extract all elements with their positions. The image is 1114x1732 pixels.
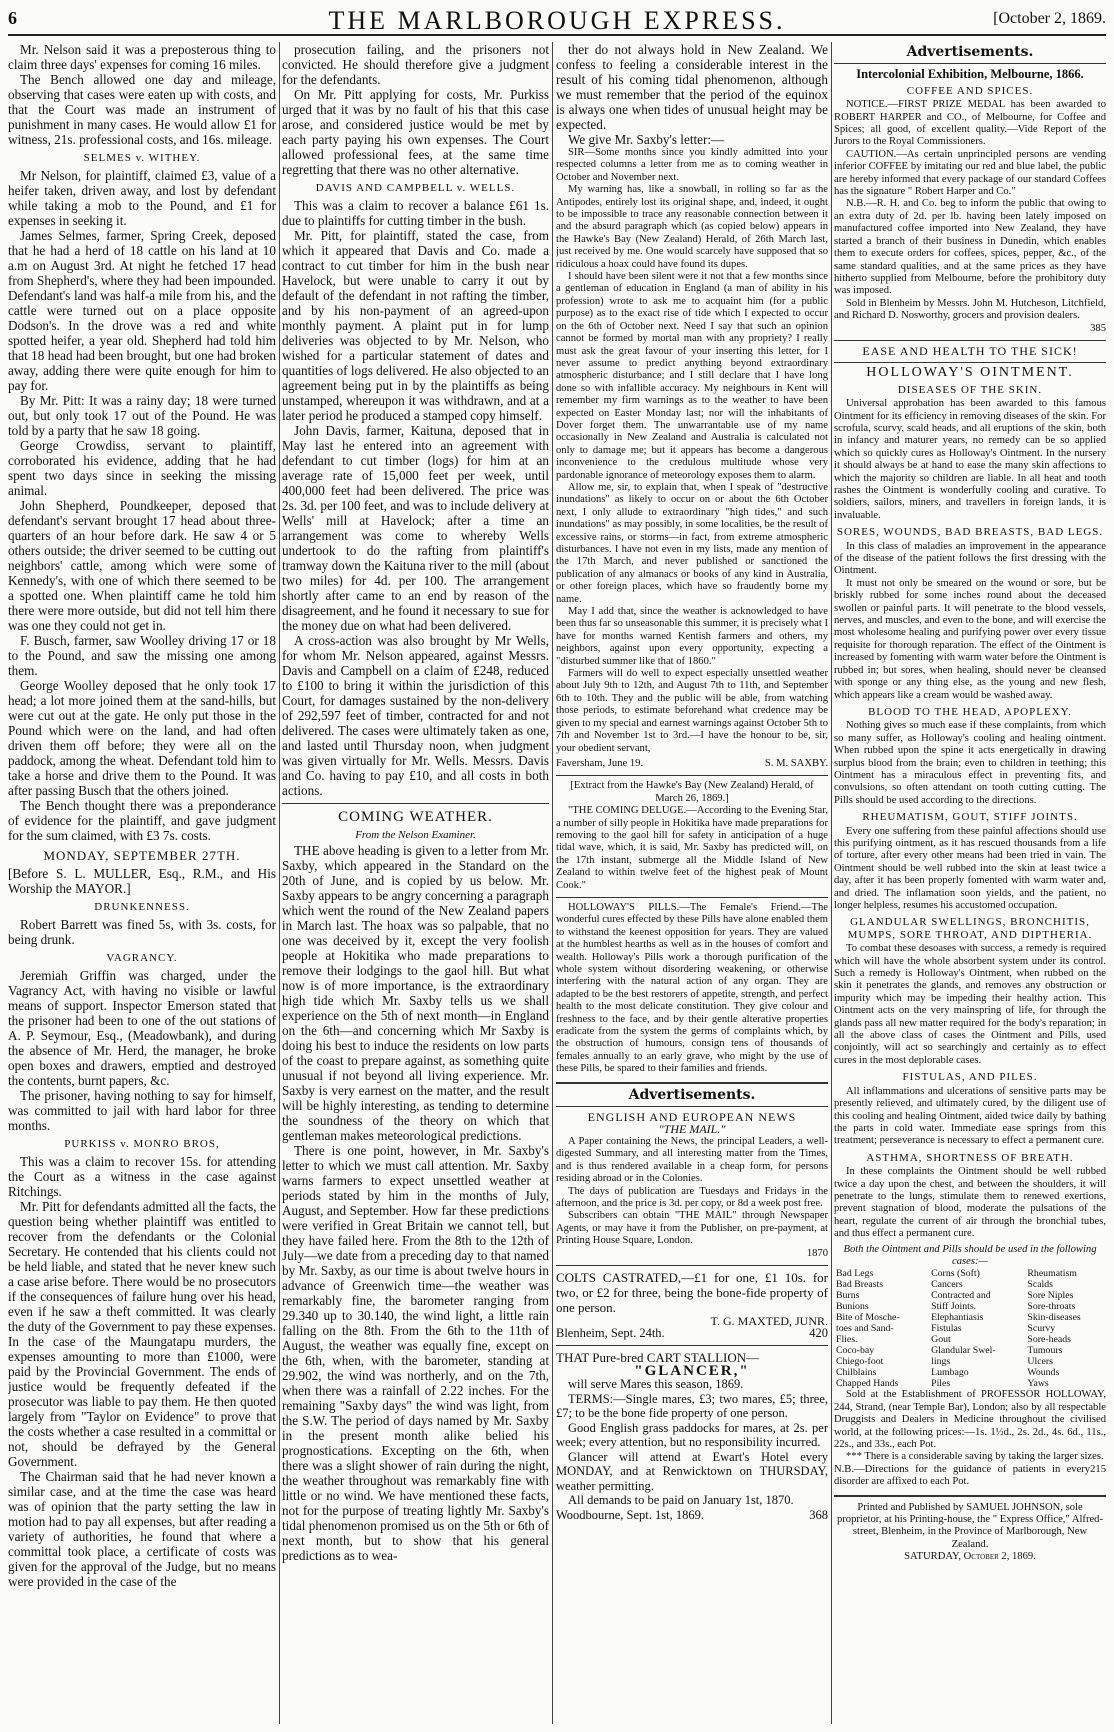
stallion-name: "GLANCER," bbox=[634, 1362, 750, 1379]
paragraph: There is one point, however, in Mr. Saxby's letter to which we must call attention. Mr. Saxby warns farmers to expect unsettled weather at periods stated by him in the months of July, August, and September. How far these predictions were verified in Great Britain we cannot tell, but they have failed here. From the 8th to the 12th of July—we date from a preceding day to that named by Mr. Saxby, as our time is about twelve hours in advance of Greenwich time—the weather was remarkably fine, the barometer ranging from 29.340 up to 30.140, the wind light, a little rain falling on the 8th. From the 6th to the 11th of August, the weather was equally fine, except on the 6th, when, with the barometer, standing at 29.902, the wind was northerly, and on the 7th, when there was a rainfall of 2.22 inches. For the remaining "Saxby days" the wind was light, from the S.W. The period of days named by Mr. Saxby in the present month alike belied his prognostications. Excepting on the 6th, when there was a slight shower of rain during the night, the weather throughout was remarkably fine with little or no wind. We have mentioned these facts, not for the purpose of treating lightly Mr. Saxby's tidal phenomenon promised us on the 5th or 6th of next month, but to show that his general predictions as to wea- bbox=[282, 1143, 549, 1563]
ailment-cell: Skin-diseases bbox=[1027, 1312, 1081, 1324]
ailment-cell: Chiego-foot bbox=[836, 1356, 884, 1368]
paragraph: To combat these desoases with success, a remedy is required which will have the whole absorbent system under its control. Such a remedy is Holloway's Ointment, when rubbed on the skin it penetrates the glands, and removes any obstruction or impurity which may be impeding their healthy action. This Ointment acts on the very mainspring of life, for through the glands pass all new matter required for the body's reparation; in all the above class of cases the Ointment and Pills, used conjointly, will act so searchingly and certainly as to effect cures in the most deplorable cases. bbox=[834, 943, 1106, 1066]
ailment-cell: Coco-bay bbox=[836, 1345, 875, 1357]
paragraph: This was a claim to recover a balance £61 1s. due to plaintiffs for cutting timber in the bush. bbox=[282, 198, 549, 228]
letter-paragraph: Allow me, sir, to explain that, when I speak of "destructive inundations" as likely to occur on or about the 6th October next, I only allude to extraordinary "high tides," and such inundations" as may possibly, in some localities, be the result of excessive rains, or storms—in fact, from extreme atmospheric disturbances. I have not even in my lists, made any mention of the 17th March, and never published or sanctioned the publication of any almanacs or books of any kind in Australia, or other foreign places, which have so fraudently borne my name. bbox=[556, 481, 828, 605]
paragraph: N.B.—R. H. and Co. beg to inform the public that owing to an extra duty of 2d. per lb. having been lately imposed on manufactured coffee imported into New Zealand, they have started a branch of their business in Dunedin, which enables them to execute orders for coffees, spices, pepper, &c., of the same standard qualities, and at the same prices as they have hitherto supplied from Melbourne, before the prohibitory duty was imposed. bbox=[834, 198, 1106, 297]
ailment-cell: Bite of Mosche- bbox=[836, 1312, 900, 1324]
divider bbox=[834, 63, 1106, 64]
paragraph: The Bench allowed one day and mileage, observing that cases were eaten up with costs, and that the Court was made an instrument of punishment in many cases. He would allow £1 for witness, 21s. professional costs, and 16s. mileage. bbox=[8, 72, 276, 147]
ailment-cell: Glandular Swel- bbox=[931, 1345, 996, 1357]
ailments-table bbox=[834, 1268, 1106, 1389]
advertisements-heading: Advertisements. bbox=[906, 44, 1034, 60]
column-rule bbox=[831, 42, 832, 1724]
colts-footer bbox=[556, 1327, 828, 1339]
ailment-cell: Contracted and bbox=[931, 1290, 991, 1302]
paragraph: Sold at the Establishment of PROFESSOR HOLLOWAY, 244, Strand, (near Temple Bar), London; also by all respectable Druggists and Dealers in Medicine throughout the civilised world, at the following prices:—1s. 1½d., 2s. 2d., 4s. 6d., 11s., 22s., and 33s., each Pot. bbox=[834, 1389, 1106, 1450]
ailment-row bbox=[834, 1279, 1106, 1290]
exhibition-heading: Intercolonial Exhibition, Melbourne, 1866. bbox=[856, 67, 1084, 82]
ad-number: 215 bbox=[1090, 1463, 1106, 1475]
ailment-cell: Bunions bbox=[836, 1301, 869, 1313]
stallion-body bbox=[556, 1377, 828, 1522]
paragraph: *** There is a considerable saving by taking the larger sizes. bbox=[846, 1451, 1104, 1463]
colts-signature: T. G. MAXTED, JUNR. bbox=[710, 1313, 828, 1328]
paragraph: Mr Nelson, for plaintiff, claimed £3, value of a heifer taken, driven away, and lost by defendant while taking a mob to the Pound, and £1 for expenses in seeking it. bbox=[8, 168, 276, 228]
paragraph: The prisoner, having nothing to say for himself, was committed to jail with hard labor for three months. bbox=[8, 1088, 276, 1133]
mail-ad-subtitle: "THE MAIL." bbox=[658, 1122, 726, 1137]
paragraph: CAUTION.—As certain unprincipled persons are vending inferior COFFEE by imitating our red and blue label, the public are hereby informed that every package of our standard Coffees has the signature " Robert Harper and Co." bbox=[834, 148, 1106, 198]
paragraph: Universal approbation has been awarded to this famous Ointment for its efficiency in removing diseases of the skin. For scrofula, scurvy, scald heads, and all eruptions of the skin, both in infancy and maturer years, no remedy can be so applied which so quickly cures as Holloway's Ointment. In the nursery it should always be at hand to ease the many skin affections to which the majority so children are liable. In all heat and tooth rashes the Ointment is wonderfully cooling and curative. To soldiers, sailors, miners, and travellers in foreign lands, it is invaluable. bbox=[834, 398, 1106, 521]
ailment-cell: Bad Legs bbox=[836, 1268, 874, 1280]
ailment-cell: Fistulas bbox=[931, 1323, 962, 1335]
letter-signature bbox=[556, 758, 828, 770]
letter-paragraph: I should have been silent were it not that a few months since a gentleman of education in England (a man of ability in his profession) wrote to ask me to acquaint him (for a public purpose) as to the exact rise of tide which I expected to occur on the 6th of October next. Need I say that such an opinion cannot be formed by mortal man with any propriety? I really must ask the great favour of your inserting this letter, for I never assume to predict anything beyond extraordinary atmospheric disturbance; and I still declare that I have long done so with infallible accuracy. My neighbours in Kent will remember my firm warnings as to the weather to have been expected on Easter Monday last; nor will the inhabitants of Dover forget them. The unwarrantable use of my name occasionally in New Zealand and Australia is calculated not only to damage me; but it appears has become a dangerous inconvenience to the credulous multitude whose very pardonable ignorance of meteorology exposes them to alarm. bbox=[556, 271, 828, 481]
ailment-cell: Gout bbox=[931, 1334, 951, 1346]
ailment-cell: toes and Sand- bbox=[836, 1323, 894, 1335]
ointment-title: HOLLOWAY'S OINTMENT. bbox=[866, 365, 1074, 381]
date-heading: MONDAY, SEPTEMBER 27TH. bbox=[43, 848, 241, 863]
ailment-row bbox=[834, 1290, 1106, 1301]
divider bbox=[834, 340, 1106, 341]
paragraph: will serve Mares this season, 1869. bbox=[568, 1377, 744, 1392]
paragraph: TERMS:—Single mares, £3; two mares, £5; three, £7; to be the bone fide property of one person. bbox=[556, 1391, 828, 1421]
paragraph: Mr. Nelson said it was a preposterous thing to claim three days' expenses for coming 16 miles. bbox=[8, 42, 276, 72]
ease-heading: EASE AND HEALTH TO THE SICK! bbox=[862, 343, 1078, 358]
paragraph: Jeremiah Griffin was charged, under the Vagrancy Act, with having no visible or lawful means of support. Inspector Emerson stated that the prisoner had been to one of the out stations of A. P. Seymour, Esq., (Meadowbank), and during the absence of Mr. Herd, the manager, he broke open boxes and drawers, emptied and destroyed the contents, burnt papers, &c. bbox=[8, 968, 276, 1088]
case-heading: SELMES v. WITHEY. bbox=[83, 152, 201, 164]
section-heading: ASTHMA, SHORTNESS OF BREATH. bbox=[866, 1151, 1074, 1164]
column-4 bbox=[834, 42, 1106, 1724]
issue-date: [October 2, 1869. bbox=[993, 10, 1106, 27]
ailment-cell: Sore-throats bbox=[1027, 1301, 1076, 1313]
ailment-row bbox=[834, 1312, 1106, 1323]
stallion-title: THAT Pure-bred CART STALLION— bbox=[556, 1349, 760, 1365]
ailment-cell: Wounds bbox=[1027, 1367, 1060, 1379]
paragraph: It must not only be smeared on the wound or sore, but be briskly rubbed for some inches round about the deceased swollen or painful parts. It will penetrate to the blood vessels, nerves, and muscles, and even to the bone, and will exercise the most wholesome healing and purifying power over every tissue requisite for thorough reparation. The effect of the Ointment is increased by fomenting with warm water before the Ointment is rubbed in; but sores, when healing, should never be cleansed with sponge or any thing else, as the young and new flesh, which appears like a cream would be washed away. bbox=[834, 577, 1106, 701]
paragraph: By Mr. Pitt: It was a rainy day; 18 were turned out, but only took 17 out of the Pound. He was told by a party that he saw 18 going. bbox=[8, 393, 276, 438]
extract-paragraph: "THE COMING DELUGE.—According to the Evening Star, a number of silly people in Hokitika have made preparations for removing to the gaol hill for safety in anticipation of a huge tidal wave, which, it is said, Mr. Saxby has predicted will, on the 17th instant, submerge all the Middle Island of New Zealand to within twelve feet of the highest peak of Mount Cook." bbox=[556, 805, 828, 891]
divider bbox=[556, 1106, 828, 1107]
paragraph: All inflammations and ulcerations of sensitive parts may be presently relieved, and ultimately cured, by the diligent use of this cooling and healing Ointment, aided twice daily by bathing the parts in cold water. Immediate ease springs from this treatment; perseverance is necessary to effect a permanent cure. bbox=[834, 1085, 1106, 1147]
divider bbox=[556, 1345, 828, 1346]
case-heading: DRUNKENNESS. bbox=[94, 901, 190, 913]
column-rule bbox=[279, 42, 280, 1724]
ailment-cell: Sore-heads bbox=[1027, 1334, 1071, 1346]
masthead bbox=[8, 6, 1106, 36]
ad-number: 420 bbox=[809, 1326, 828, 1341]
holloway-paragraph: HOLLOWAY'S PILLS.—The Female's Friend.—The wonderful cures effected by these Pills have alone enabled them to withstand the keenest opposition for years. They are valued at the humblest hearths as well as in the houses of comfort and wealth. Holloway's Pills work a thorough purification of the whole system without disordering weakening, or otherwise interfering with the natural action of any organ. They are adapted to be the best restorers of appetite, strength, and perfect health to the most delicate constitution. They give colour and freshness to the face, and by their gentle alterative properties eradicate from the system the germs of complaints which, by the obstruction of humours, consign tens of thousands of females annually to an early grave, who might by the use of these Pills, be spared to their families and friends. bbox=[556, 901, 828, 1075]
paragraph: We give Mr. Saxby's letter:— bbox=[568, 132, 725, 147]
page-number: 6 bbox=[8, 8, 17, 28]
paragraph: The Bench thought there was a preponderance of evidence for the plaintiff, and gave judgment for the sum claimed, with £3 7s. costs. bbox=[8, 798, 276, 843]
ailment-cell: Rheumatism bbox=[1027, 1268, 1077, 1280]
newspaper-title: THE MARLBOROUGH EXPRESS. bbox=[328, 6, 786, 35]
divider bbox=[834, 362, 1106, 363]
ailment-row bbox=[834, 1345, 1106, 1356]
stallion-place: Woodbourne, Sept. 1st, 1869. bbox=[556, 1507, 704, 1522]
paragraph: prosecution failing, and the prisoners not convicted. He should therefore give a judgment for the defendants. bbox=[282, 42, 549, 87]
imprint-date: SATURDAY, October 2, 1869. bbox=[904, 1551, 1036, 1563]
paragraph: John Shepherd, Poundkeeper, deposed that defendant's servant brought 17 head about three-quarters of an hour before dark. He saw 4 or 5 others outside; the driver seemed to be cutting out neighbors' cattle, among which were some of Kennedy's, with one of which there seemed to be a spotted one. When plaintiff came he told him there were more outside, but did not tell him there was one they could not get in. bbox=[8, 498, 276, 633]
paragraph: Subscribers can obtain "THE MAIL" through Newspaper Agents, or may have it from the Publisher, on pre-payment, at Printing House Square, London. bbox=[556, 1210, 828, 1247]
ailment-row bbox=[834, 1378, 1106, 1389]
paragraph: Glancer will attend at Ewart's Hotel every MONDAY, and at Renwicktown on THURSDAY, weather permitting. bbox=[556, 1449, 828, 1493]
bench-note: [Before S. L. MULLER, Esq., R.M., and His Worship the MAYOR.] bbox=[8, 866, 276, 896]
ad-number: 385 bbox=[1090, 322, 1106, 334]
coffee-heading: COFFEE AND SPICES. bbox=[906, 84, 1034, 97]
letter-paragraph: SIR—Some months since you kindly admitted into your respected columns a letter from me as to coming weather in October and November next. bbox=[556, 147, 828, 183]
column-2 bbox=[282, 42, 549, 1724]
letter-paragraph: Farmers will do well to expect especially unsettled weather about July 9th to 12th, and August 7th to 11th, and September 6th to 10th. They and the public will be able, from watching those periods, to estimate beforehand what credence may be given to my special and earnest warnings against October 5th to 7th and November 1st to 3rd.—I have the honour to be, sir, your obedient servant, bbox=[556, 668, 828, 754]
section-heading: SORES, WOUNDS, BAD BREASTS, BAD LEGS. bbox=[836, 526, 1104, 539]
paragraph: F. Busch, farmer, saw Woolley driving 17 or 18 to the Pound, and saw the missing one among them. bbox=[8, 633, 276, 678]
paragraph: Mr. Pitt, for plaintiff, stated the case, from which it appeared that Davis and Co. made a contract to cut timber for him in the bush near Havelock, but were unable to carry it out by default of the defendant in not rafting the timber, and by his non-payment of an agreed-upon monthly payment. A plaint put in for lump deliveries was objected to by Mr. Nelson, who wished for a particular statement of dates and quantities of logs delivered. He also objected to an agreement being put in by the plaintiffs as being unstamped, whereupon it was withdrawn, and at a later period he produced a stamped copy himself. bbox=[282, 228, 549, 423]
paragraph: Mr. Pitt for defendants admitted all the facts, the question being whether plaintiff was entitled to recover from the defendants or the Colonial Secretary. He contended that his clients could not be held liable, and stated that he never knew such a case arise before. There would be no prosecutors if the consequences of failure hung over his head, even if he saw a theft committed. It was clearly the duty of the Government to pay these expenses. In the case of the Maungatapu murders, the expenses amounting to more than £1000, were paid by the Provincial Government. The ends of justice would be frequently defeated if the prosecutor was liable to pay them. He then quoted largely from "Taylor on Evidence" to prove that the costs whether a case resulted in a committal or not, should be defrayed by the General Government. bbox=[8, 1199, 276, 1469]
letter-paragraph: May I add that, since the weather is acknowledged to have been thus far so unseasonable this summer, it is precisely what I have for months warned Kentish farmers and others, my neighbors, against upon every opportunity, expecting a "disturbed summer like that of 1860." bbox=[556, 606, 828, 667]
paragraph: Robert Barrett was fined 5s, with 3s. costs, for being drunk. bbox=[8, 917, 276, 947]
paragraph: The days of publication are Tuesdays and Fridays in the afternoon, and the price is 3d. per copy, or 8d a week post free. bbox=[556, 1185, 828, 1209]
paragraph: Sold in Blenheim by Messrs. John M. Hutcheson, Litchfield, and Richard D. Nosworthy, grocers and provision dealers. bbox=[834, 297, 1106, 322]
section-heading: GLANDULAR SWELLINGS, BRONCHITIS, MUMPS, SORE THROAT, AND DIPTHERIA. bbox=[847, 916, 1093, 941]
ailment-cell: Chapped Hands bbox=[836, 1378, 899, 1390]
ailment-cell: Burns bbox=[836, 1290, 860, 1302]
ailment-cell: Stiff Joints. bbox=[931, 1301, 977, 1313]
extract-heading: [Extract from the Hawke's Bay (New Zealand) Herald, of March 26, 1869.] bbox=[570, 780, 814, 804]
directions-text: N.B.—Directions for the guidance of patients in every disorder are affixed to each Pot. bbox=[834, 1463, 1091, 1488]
case-heading: DAVIS AND CAMPBELL v. WELLS. bbox=[315, 182, 516, 194]
ailment-cell: Corns (Soft) bbox=[931, 1268, 980, 1280]
ad-number: 1870 bbox=[806, 1247, 828, 1259]
divider bbox=[556, 1265, 828, 1266]
ailment-cell: Scalds bbox=[1027, 1279, 1053, 1291]
colts-ad: COLTS CASTRATED,—£1 for one, £1 10s. for two, or £2 for three, being the bone-fide property of one person. bbox=[556, 1269, 828, 1315]
imprint: Printed and Published by SAMUEL JOHNSON, sole proprietor, at his Printing-house, the " Express Office," Alfred-street, Blenheim, in the Province of Marlborough, New Zealand. bbox=[836, 1501, 1104, 1550]
signature-place: Faversham, June 19. bbox=[556, 757, 644, 769]
paragraph: Good English grass paddocks for mares, at 2s. per week; every attention, but no responsibility incurred. bbox=[556, 1420, 828, 1450]
divider bbox=[282, 803, 549, 804]
section-heading: DISEASES OF THE SKIN. bbox=[897, 383, 1043, 396]
ailment-cell: Tumours bbox=[1027, 1345, 1063, 1357]
ailment-row bbox=[834, 1268, 1106, 1279]
paragraph: John Davis, farmer, Kaituna, deposed that in May last he entered into an agreement with defendant to cut timber (logs) for him at an average rate of 15,000 feet per week, until 400,000 feet had been delivered. The price was 2s. 3d. per 100 feet, and was to include delivery at Wells' mill at Havelock; after a time an arrangement was come to whereby Wells undertook to do the rafting from plaintiff's tramway down the Kaituna river to the mill (about two miles) for 4d. per 100. The arrangement shortly after came to an end by reason of the disagreement, and he found it necessary to sue for the money due on what had been delivered. bbox=[282, 423, 549, 633]
paragraph: James Selmes, farmer, Spring Creek, deposed that he had a herd of 18 cattle on his land at 10 a.m on August 3rd. At night he fetched 17 head from Shepherd's, where they had been impounded. Defendant's land was half-a mile from his, and the cattle were turned out on a place opposite Dodson's. In the drove was a red and white spotted heifer, a year old. Shepherd had told him that 18 head had been brought, but one had broken away, adding there were quite enough for him to pay for. bbox=[8, 228, 276, 393]
ailment-cell: Scurvy bbox=[1027, 1323, 1056, 1335]
ailment-row bbox=[834, 1323, 1106, 1334]
ailment-row bbox=[834, 1367, 1106, 1378]
source-line: From the Nelson Examiner. bbox=[355, 829, 476, 841]
paragraph: All demands to be paid on January 1st, 1870. bbox=[568, 1493, 794, 1508]
ailment-cell: Cancers bbox=[931, 1279, 963, 1291]
column-rule bbox=[552, 42, 553, 1724]
section-heading: RHEUMATISM, GOUT, STIFF JOINTS. bbox=[862, 811, 1078, 824]
paragraph: In these complaints the Ointment should be well rubbed twice a day upon the chest, and between the shoulders, it will penetrate to the lungs, stimulate them to renewed exertions, prevent stagnation of blood, moderate the pulsations of the heart, regulate the current of air through the bronchial tubes, and thus effect a permanent cure. bbox=[834, 1166, 1106, 1240]
paragraph: George Crowdiss, servant to plaintiff, corroborated his evidence, adding that he had spent two days since in seeking the missing animal. bbox=[8, 438, 276, 498]
section-heading: BLOOD TO THE HEAD, APOPLEXY. bbox=[868, 705, 1072, 718]
column-3 bbox=[556, 42, 828, 1724]
ailment-cell: Ulcers bbox=[1027, 1356, 1053, 1368]
letter-paragraph: My warning has, like a snowball, in rolling so far as the Antipodes, entirely lost its original shape, and, indeed, it ought to be impossible to trace any reasonable connection between it and the absurd paragraph which (as copied below) appears in the Hawke's Bay (New Zealand) Herald, of 26th March last, just received by me. One would scarcely have supposed that so ridiculous a hoax could have found its dupes. bbox=[556, 184, 828, 270]
advertisements-heading: Advertisements. bbox=[628, 1086, 756, 1103]
column-1 bbox=[8, 42, 276, 1724]
paragraph: Every one suffering from these painful affections should use this purifying ointment, as it has rescued thousands from a life of torture, after every other means had been tried in vain. The Ointment should be well rubbed into the skin at least twice a day, after it has been properly fomented with warm water and, and dried. The inflamation soon yields, and the patient, no longer helpless, resumes his accustomed occupation. bbox=[834, 825, 1106, 911]
paragraph: A Paper containing the News, the principal Leaders, a well-digested Summary, and all interesting matter from the Times, and is thus rendered available in a cheap form, for persons residing abroad or in the Colonies. bbox=[556, 1135, 828, 1185]
ailment-cell: Bad Breasts bbox=[836, 1279, 884, 1291]
ailment-cell: lings bbox=[931, 1356, 951, 1368]
paragraph: The Chairman said that he had never known a similar case, and at the time the case was heard was of opinion that the party setting the law in motion had to pay all expenses, but after reading a variety of authorities, he found that where a committal took place, a certificate of costs was given for the approval of the Judge, but no means were provided in the case of the bbox=[8, 1469, 276, 1589]
paragraph: A cross-action was also brought by Mr Wells, for whom Mr. Nelson appeared, against Messrs. Davis and Campbell on a claim of £248, reduced to £100 to bring it within the jurisdiction of this Court, for damages sustained by the non-delivery of 292,597 feet of timber, contracted for and not delivered. The cases were ultimately taken as one, and lasted until Thursday noon, when judgment was given virtually for Mr. Wells. Messrs. Davis and Co. having to pay £10, and all costs in both actions. bbox=[282, 633, 549, 798]
stallion-footer bbox=[556, 1508, 828, 1523]
paragraph: This was a claim to recover 15s. for attending the Court as a witness in the case against Ritchings. bbox=[8, 1154, 276, 1199]
paragraph: In this class of maladies an improvement in the appearance of the disease of the patient follows the first dressing with the Ointment. bbox=[834, 540, 1106, 577]
section-heading: FISTULAS, AND PILES. bbox=[902, 1071, 1038, 1084]
signature-name: S. M. SAXBY. bbox=[764, 757, 828, 769]
ailments-intro: Both the Ointment and Pills should be used in the following cases:— bbox=[843, 1243, 1097, 1267]
case-heading: VAGRANCY. bbox=[106, 952, 178, 964]
divider bbox=[834, 1495, 1106, 1497]
divider bbox=[556, 897, 828, 898]
ailment-row bbox=[834, 1334, 1106, 1345]
ailment-cell: Piles bbox=[931, 1378, 951, 1390]
ailment-cell: Sore Niples bbox=[1027, 1290, 1074, 1302]
ailment-cell: Flies. bbox=[836, 1334, 858, 1346]
ailment-cell: Yaws bbox=[1027, 1378, 1049, 1390]
paragraph: THE above heading is given to a letter from Mr. Saxby, which appeared in the Standard on the 20th of June, and is copied by us below. Mr. Saxby appears to be angry concerning a paragraph which went the round of the New Zealand papers in March last. The hoax was so palpable, that no one was deceived by it, except the very foolish people at Hokitika who made preparations to remove their lodgings to the gaol hill. But what now is of more importance, is the extraordinary high tide which Mr. Saxby tells us we shall experience on the 5th of next month—in England on the 6th—and concerning which Mr Saxby is doing his best to induce the residents on low parts of the coast to prepare against, as something quite unusual if not beyond all living experience. Mr. Saxby is very earnest on the matter, and the result will be highly interesting, as tending to determine the soundness of the theory on which that gentleman makes meteorological predictions. bbox=[282, 843, 549, 1143]
ailment-row bbox=[834, 1301, 1106, 1312]
ad-number: 368 bbox=[809, 1507, 828, 1522]
colts-place: Blenheim, Sept. 24th. bbox=[556, 1326, 665, 1341]
article-heading: COMING WEATHER. bbox=[338, 809, 493, 825]
paragraph: NOTICE.—FIRST PRIZE MEDAL has been awarded to ROBERT HARPER and CO., of Melbourne, for Coffee and Spices; all good, of excellent quality.—Vide Report of the Jurors to the Royal Commissioners. bbox=[834, 99, 1106, 148]
ailment-cell: Lumbago bbox=[931, 1367, 969, 1379]
paragraph: Nothing gives so much ease if these complaints, from which so many suffer, as Holloway's cooling and healing ointment. When rubbed upon the spine it acts energetically in drawing surplus blood from the brain; even to children in teething; this Ointment has a miraculous effect in preventing fits, and convulsions, so often attendant on tooth cutting cutting. The Pills should be used according to the directions. bbox=[834, 720, 1106, 806]
paragraph: George Woolley deposed that he only took 17 head; a lot more joined them at the sand-hills, but were cut out at the gate. He only put those in the Pound which were on the land, and had often driven them off before; they were all on the paddock, among the wheat. Defendant told him to take a horse and drive them to the Pound. It was after passing Busch that the others joined. bbox=[8, 678, 276, 798]
case-heading: PURKISS v. MONRO BROS, bbox=[64, 1138, 220, 1150]
divider bbox=[556, 1082, 828, 1084]
paragraph: On Mr. Pitt applying for costs, Mr. Purkiss urged that it was by no fault of his that this case arose, and considered justice would be met by each party paying his own expenses. The Court allowed professional fees, at the same time regretting that there was no other alternative. bbox=[282, 87, 549, 177]
ailment-cell: Elephantiasis bbox=[931, 1312, 984, 1324]
directions-line bbox=[834, 1464, 1106, 1489]
paragraph: ther do not always hold in New Zealand. We confess to feeling a considerable interest in the result of his coming tidal phenomenon, although we must remember that the period of the equinox is always one when tides of unusual height may be expected. bbox=[556, 42, 828, 132]
ailment-row bbox=[834, 1356, 1106, 1367]
ailment-cell: Chilblains bbox=[836, 1367, 877, 1379]
divider bbox=[556, 775, 828, 776]
mail-ad-title: ENGLISH AND EUROPEAN NEWS bbox=[587, 1110, 797, 1125]
